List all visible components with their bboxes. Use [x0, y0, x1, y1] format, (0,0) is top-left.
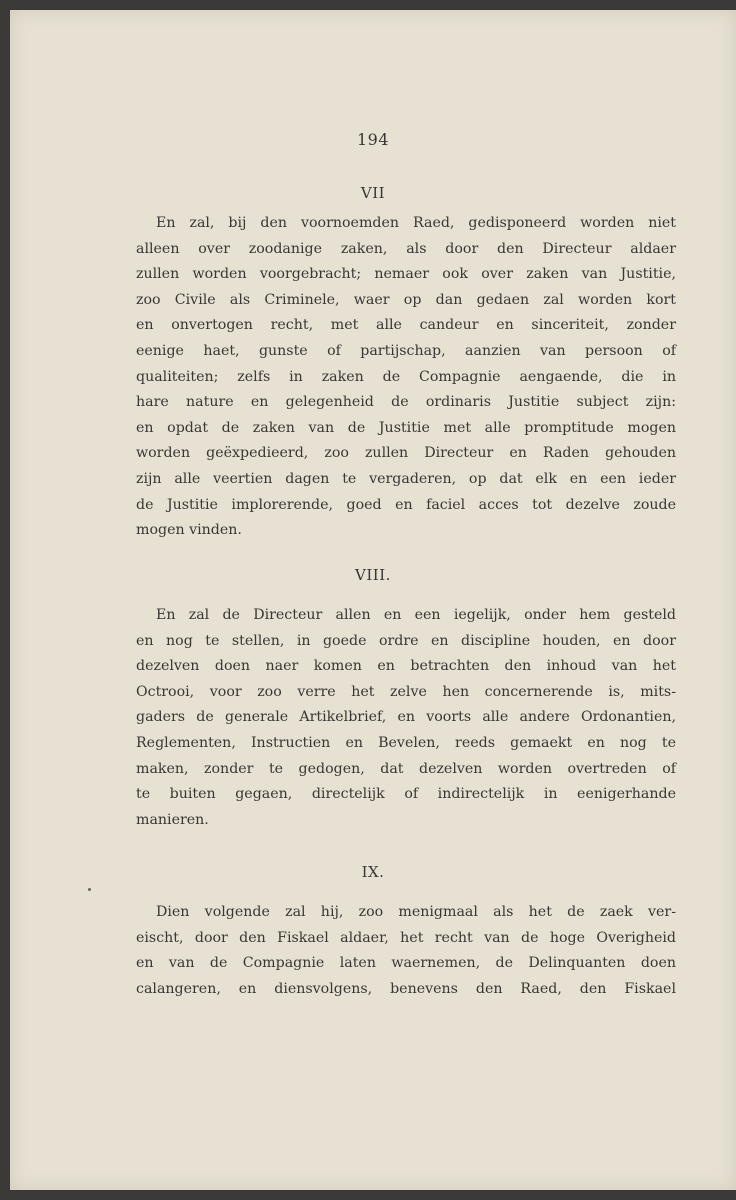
- paragraph-ix: [136, 900, 676, 1002]
- text-line: gaders de generale Artikelbrief, en voorts alle andere Ordonantien,: [136, 709, 676, 726]
- paragraph-vii: [136, 211, 676, 544]
- paper-speck: [88, 888, 91, 891]
- text-line: en opdat de zaken van de Justitie met alle promptitude mogen: [136, 419, 676, 436]
- paragraph-viii: [136, 603, 676, 833]
- text-line: manieren.: [136, 811, 209, 828]
- text-line: Octrooi, voor zoo verre het zelve hen concernerende is, mits-: [136, 683, 676, 700]
- text-line: zijn alle veertien dagen te vergaderen, op dat elk en een ieder: [136, 470, 676, 487]
- text-line: worden geëxpedieerd, zoo zullen Directeur en Raden gehouden: [136, 445, 676, 462]
- text-line: En zal de Directeur allen en een iegelijk, onder hem gesteld: [156, 607, 676, 623]
- text-line: Dien volgende zal hij, zoo menigmaal als het de zaek ver-: [156, 904, 676, 920]
- text-line: te buiten gegaen, directelijk of indirectelijk in eenigerhande: [136, 786, 676, 803]
- text-line: En zal, bij den voornoemden Raed, gedisponeerd worden niet: [156, 215, 676, 231]
- section-heading-viii: VIII.: [355, 566, 391, 584]
- text-line: hare nature en gelegenheid de ordinaris Justitie subject zijn:: [136, 394, 676, 411]
- text-line: zoo Civile als Criminele, waer op dan gedaen zal worden kort: [136, 291, 676, 308]
- text-line: maken, zonder te gedogen, dat dezelven worden overtreden of: [136, 760, 676, 777]
- text-line: de Justitie implorerende, goed en faciel acces tot dezelve zoude: [136, 496, 676, 513]
- text-line: eischt, door den Fiskael aldaer, het recht van de hoge Overigheid: [136, 929, 676, 946]
- text-line: dezelven doen naer komen en betrachten den inhoud van het: [136, 658, 676, 675]
- paper-sheet: [10, 10, 736, 1190]
- text-line: en nog te stellen, in goede ordre en discipline houden, en door: [136, 632, 676, 649]
- section-heading-vii: VII: [360, 184, 386, 202]
- text-line: Reglementen, Instructien en Bevelen, reeds gemaekt en nog te: [136, 734, 676, 751]
- text-line: alleen over zoodanige zaken, als door den Directeur aldaer: [136, 240, 676, 257]
- text-line: zullen worden voorgebracht; nemaer ook over zaken van Justitie,: [136, 266, 676, 283]
- page-number: 194: [356, 130, 390, 149]
- text-line: eenige haet, gunste of partijschap, aanzien van persoon of: [136, 342, 676, 359]
- text-line: mogen vinden.: [136, 522, 242, 539]
- text-line: qualiteiten; zelfs in zaken de Compagnie aengaende, die in: [136, 368, 676, 385]
- section-heading-ix: IX.: [361, 863, 385, 881]
- text-line: en onvertogen recht, met alle candeur en sinceriteit, zonder: [136, 317, 676, 334]
- text-line: calangeren, en diensvolgens, benevens den Raed, den Fiskael: [136, 980, 676, 997]
- text-line: en van de Compagnie laten waernemen, de Delinquanten doen: [136, 955, 676, 972]
